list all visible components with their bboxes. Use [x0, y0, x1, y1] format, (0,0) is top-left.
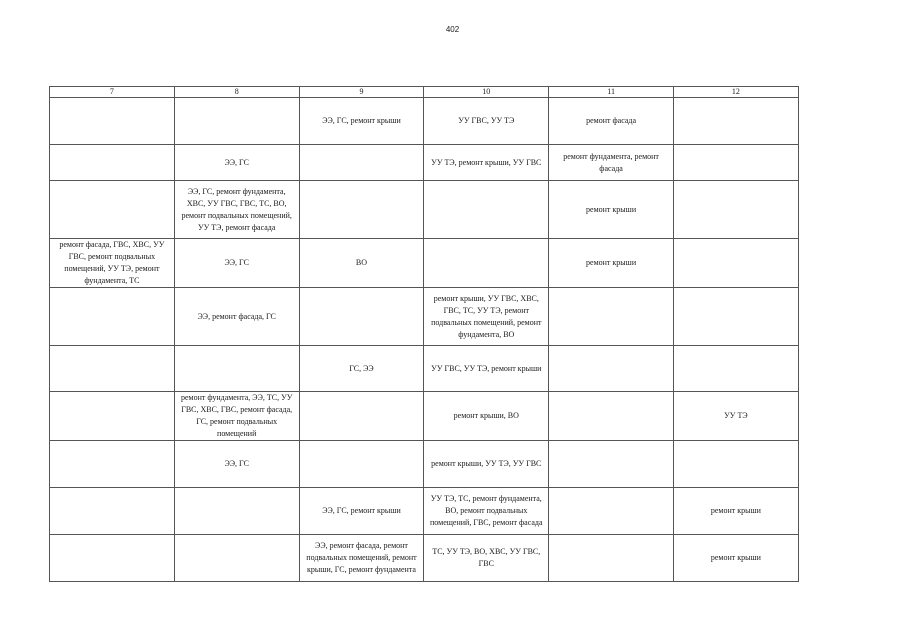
column-header: 8 [174, 87, 299, 98]
table-cell [50, 441, 175, 488]
table-cell [50, 181, 175, 239]
table-cell: УУ ГВС, УУ ТЭ [424, 98, 549, 145]
table-cell: УУ ГВС, УУ ТЭ, ремонт крыши [424, 346, 549, 392]
table-cell: ЭЭ, ГС [174, 441, 299, 488]
table-cell [299, 145, 424, 181]
table-cell [174, 346, 299, 392]
table-cell [673, 239, 798, 288]
table-cell: ремонт крыши [549, 181, 674, 239]
table-cell: УУ ТЭ, ТС, ремонт фундамента, ВО, ремонт подвальных помещений, ГВС, ремонт фасада [424, 488, 549, 535]
table-cell: ремонт фасада, ГВС, ХВС, УУ ГВС, ремонт подвальных помещений, УУ ТЭ, ремонт фундамента, ТС [50, 239, 175, 288]
table-cell [549, 441, 674, 488]
table-cell [299, 181, 424, 239]
table-cell [299, 441, 424, 488]
works-table [49, 86, 799, 582]
table-cell: ремонт крыши [673, 488, 798, 535]
header-row [50, 87, 799, 98]
table-cell: ремонт крыши, УУ ГВС, ХВС, ГВС, ТС, УУ ТЭ, ремонт подвальных помещений, ремонт фундамента, ВО [424, 288, 549, 346]
table-cell [50, 346, 175, 392]
table-cell [673, 145, 798, 181]
table-cell [424, 239, 549, 288]
table-cell: ремонт крыши [549, 239, 674, 288]
table-row [50, 181, 799, 239]
table-cell [673, 346, 798, 392]
column-header: 9 [299, 87, 424, 98]
table-cell [673, 288, 798, 346]
table-cell [673, 441, 798, 488]
table-cell: УУ ТЭ, ремонт крыши, УУ ГВС [424, 145, 549, 181]
table-cell: ремонт крыши, ВО [424, 392, 549, 441]
table-cell [424, 181, 549, 239]
table-cell [174, 535, 299, 582]
table-cell [549, 488, 674, 535]
table-cell [50, 535, 175, 582]
table-row [50, 288, 799, 346]
table-cell [299, 288, 424, 346]
table-cell: ремонт фундамента, ремонт фасада [549, 145, 674, 181]
table-cell: ремонт фасада [549, 98, 674, 145]
table-cell [549, 392, 674, 441]
table-cell: ВО [299, 239, 424, 288]
table-cell: ЭЭ, ГС, ремонт крыши [299, 98, 424, 145]
table-row [50, 488, 799, 535]
table-cell [673, 98, 798, 145]
table-cell: ЭЭ, ремонт фасада, ремонт подвальных помещений, ремонт крыши, ГС, ремонт фундамента [299, 535, 424, 582]
table-cell: ЭЭ, ГС, ремонт крыши [299, 488, 424, 535]
table-cell [299, 392, 424, 441]
table-cell [549, 288, 674, 346]
column-header: 10 [424, 87, 549, 98]
table-cell: ремонт крыши, УУ ТЭ, УУ ГВС [424, 441, 549, 488]
table-row [50, 98, 799, 145]
column-header: 7 [50, 87, 175, 98]
table-cell: ремонт фундамента, ЭЭ, ТС, УУ ГВС, ХВС, ГВС, ремонт фасада, ГС, ремонт подвальных помещений [174, 392, 299, 441]
table-cell [50, 488, 175, 535]
table-row [50, 346, 799, 392]
table-cell [50, 145, 175, 181]
table-cell: ЭЭ, ГС [174, 145, 299, 181]
table-cell: ГС, ЭЭ [299, 346, 424, 392]
table-row [50, 239, 799, 288]
table-row [50, 535, 799, 582]
column-header: 11 [549, 87, 674, 98]
table-cell [549, 346, 674, 392]
table-row [50, 441, 799, 488]
table-row [50, 392, 799, 441]
table-cell [174, 488, 299, 535]
table-cell [174, 98, 299, 145]
table-cell: ЭЭ, ГС [174, 239, 299, 288]
table-cell [50, 288, 175, 346]
table-cell [50, 392, 175, 441]
table-cell [50, 98, 175, 145]
table-cell: ЭЭ, ремонт фасада, ГС [174, 288, 299, 346]
table-cell: УУ ТЭ [673, 392, 798, 441]
page-number: 402 [445, 25, 460, 34]
column-header: 12 [673, 87, 798, 98]
table-row [50, 145, 799, 181]
table-cell: ремонт крыши [673, 535, 798, 582]
table-cell [673, 181, 798, 239]
table-cell: ЭЭ, ГС, ремонт фундамента, ХВС, УУ ГВС, ГВС, ТС, ВО, ремонт подвальных помещений, УУ ТЭ, ремонт фасада [174, 181, 299, 239]
table-cell [549, 535, 674, 582]
table-cell: ТС, УУ ТЭ, ВО, ХВС, УУ ГВС, ГВС [424, 535, 549, 582]
